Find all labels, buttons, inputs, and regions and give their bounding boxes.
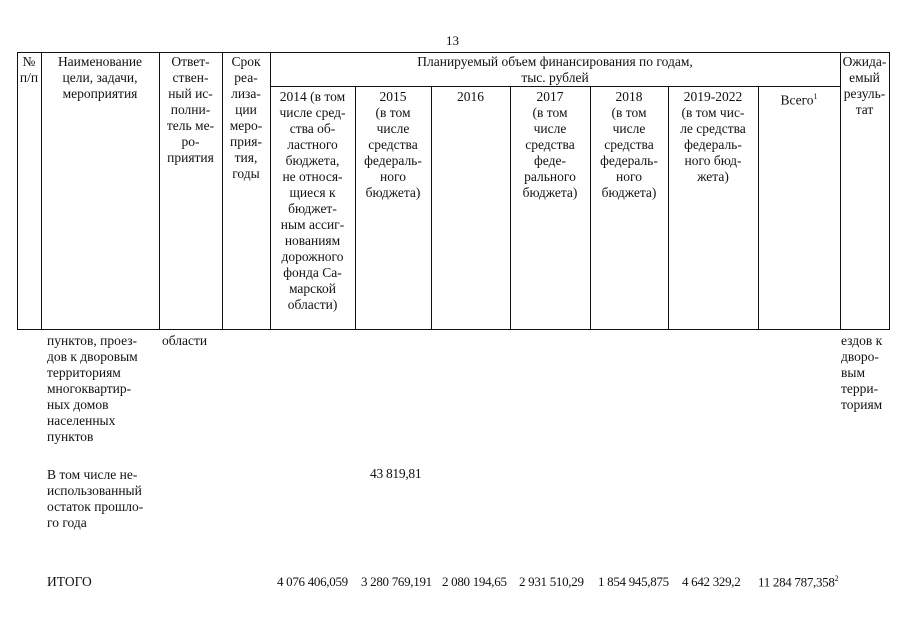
header-year-2015: 2015 (в том числе средства федераль- ного бюджета) [364, 89, 422, 200]
header-top-border [17, 52, 890, 53]
v-line-10 [758, 86, 759, 330]
header-result: Ожида- емый резуль- тат [842, 54, 887, 117]
row-cont-result: ездов к дворо- вым терри- ториям [841, 333, 883, 412]
grand-total-footnote: 2 [834, 574, 839, 583]
header-year-2019-2022: 2019-2022 (в том чис- ле средства федераль- ного бюд- жета) [680, 89, 746, 184]
header-term: Срок реа- лиза- ции меро- прия- тия, годы [229, 54, 263, 181]
total-2015: 3 280 769,191 [361, 574, 432, 589]
v-line-6 [431, 86, 432, 330]
header-year-2014: 2014 (в том числе сред- ства об- ластного бюджета, не относя- щиеся к бюджет- ным ассиг- нованиям дорожного фонда Са- марской области) [279, 89, 346, 312]
grand-total-value: 11 284 787,358 [758, 574, 835, 590]
row-total-label: ИТОГО [47, 574, 92, 589]
total-2016: 2 080 194,65 [442, 574, 507, 589]
total-label: Всего [780, 92, 814, 108]
total-grand [758, 574, 838, 590]
header-total [758, 89, 840, 109]
header-bottom-border [17, 329, 890, 330]
header-financing: Планируемый объем финансирования по годам, тыс. рублей [417, 54, 693, 85]
row-cont-responsible: области [162, 333, 208, 348]
header-name: Наименование цели, задачи, мероприятия [57, 54, 143, 101]
page-number: 13 [446, 33, 459, 48]
row-cont-name: пунктов, проез- дов к дворовым территориям многоквартир- ных домов населенных пунктов [47, 333, 138, 444]
v-line-0 [17, 52, 18, 330]
row-unused-2015: 43 819,81 [370, 466, 422, 481]
header-num: № п/п [19, 54, 39, 85]
header-year-2017: 2017 (в том числе средства феде- рального бюджета) [522, 89, 578, 200]
total-2019-2022: 4 642 329,2 [682, 574, 741, 589]
total-footnote: 1 [813, 92, 818, 101]
total-2017: 2 931 510,29 [519, 574, 584, 589]
total-2018: 1 854 945,875 [598, 574, 669, 589]
total-2014: 4 076 406,059 [277, 574, 348, 589]
row-unused-label: В том числе не- использованный остаток прошло- го года [47, 467, 144, 530]
table-header [17, 52, 890, 330]
v-line-12 [889, 52, 890, 330]
header-year-2016: 2016 [457, 89, 484, 104]
header-responsible: Ответ- ствен- ный ис- полни- тель ме- ро- приятия [166, 54, 215, 165]
header-year-2018: 2018 (в том числе средства федераль- ного бюджета) [600, 89, 658, 200]
